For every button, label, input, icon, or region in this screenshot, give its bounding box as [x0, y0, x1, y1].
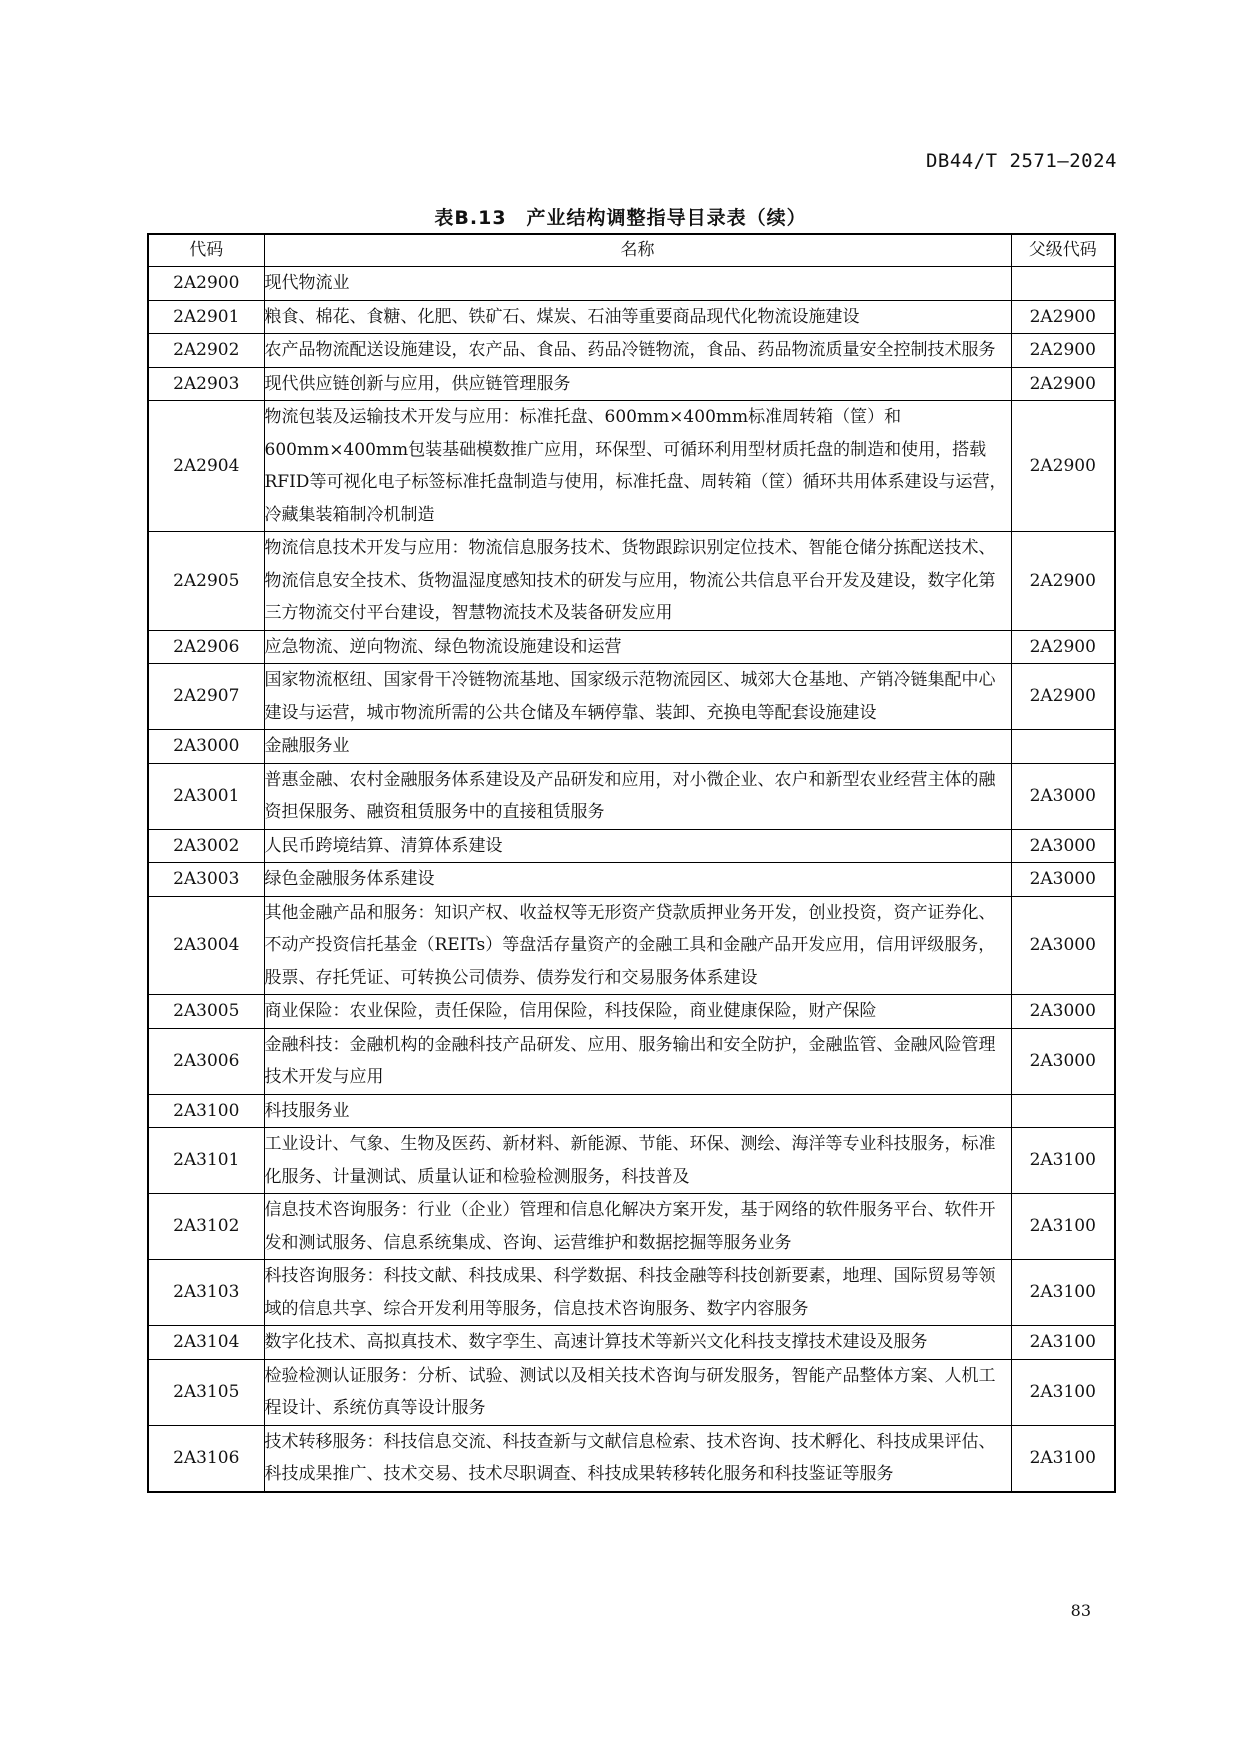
- column-header-code: 代码: [148, 234, 264, 267]
- code-cell: 2A2900: [148, 267, 264, 301]
- parent-code-cell: 2A2900: [1011, 664, 1115, 730]
- name-cell: 信息技术咨询服务：行业（企业）管理和信息化解决方案开发，基于网络的软件服务平台、软件开发和测试服务、信息系统集成、咨询、运营维护和数据挖掘等服务业务: [264, 1194, 1011, 1260]
- code-cell: 2A2902: [148, 334, 264, 368]
- table-row: [148, 401, 1115, 532]
- parent-code-cell: 2A2900: [1011, 532, 1115, 631]
- code-cell: 2A3000: [148, 730, 264, 764]
- table-header-row: [148, 234, 1115, 267]
- parent-code-cell: 2A3100: [1011, 1260, 1115, 1326]
- code-cell: 2A3100: [148, 1094, 264, 1128]
- parent-code-cell: 2A3000: [1011, 763, 1115, 829]
- table-title: 表B.13 产业结构调整指导目录表（续）: [434, 207, 807, 229]
- table-row: [148, 367, 1115, 401]
- name-cell: 物流包装及运输技术开发与应用：标准托盘、600mm×400mm标准周转箱（筐）和600mm×400mm包装基础模数推广应用，环保型、可循环利用型材质托盘的制造和使用，搭载RFID等可视化电子标签标准托盘制造与使用，标准托盘、周转箱（筐）循环共用体系建设与运营，冷藏集装箱制冷机制造: [264, 401, 1011, 532]
- code-cell: 2A2906: [148, 630, 264, 664]
- name-cell: 商业保险：农业保险，责任保险，信用保险，科技保险，商业健康保险，财产保险: [264, 995, 1011, 1029]
- parent-code-cell: 2A3100: [1011, 1128, 1115, 1194]
- name-cell: 农产品物流配送设施建设，农产品、食品、药品冷链物流，食品、药品物流质量安全控制技术服务: [264, 334, 1011, 368]
- parent-code-cell: 2A2900: [1011, 401, 1115, 532]
- page-number: 83: [1070, 1601, 1091, 1620]
- table-row: [148, 267, 1115, 301]
- table-row: [148, 829, 1115, 863]
- column-header-parent-code: 父级代码: [1011, 234, 1115, 267]
- table-row: [148, 1194, 1115, 1260]
- parent-code-cell: [1011, 1094, 1115, 1128]
- parent-code-cell: 2A3000: [1011, 863, 1115, 897]
- parent-code-cell: 2A2900: [1011, 367, 1115, 401]
- name-cell: 绿色金融服务体系建设: [264, 863, 1011, 897]
- document-code: DB44/T 2571—2024: [925, 150, 1117, 172]
- name-cell: 其他金融产品和服务：知识产权、收益权等无形资产贷款质押业务开发，创业投资，资产证券化、不动产投资信托基金（REITs）等盘活存量资产的金融工具和金融产品开发应用，信用评级服务，股票、存托凭证、可转换公司债券、债券发行和交易服务体系建设: [264, 896, 1011, 995]
- name-cell: 金融科技：金融机构的金融科技产品研发、应用、服务输出和安全防护，金融监管、金融风险管理技术开发与应用: [264, 1028, 1011, 1094]
- name-cell: 科技服务业: [264, 1094, 1011, 1128]
- catalog-table: [147, 233, 1116, 1493]
- parent-code-cell: 2A3100: [1011, 1194, 1115, 1260]
- table-row: [148, 334, 1115, 368]
- table-body: [148, 267, 1115, 1492]
- name-cell: 人民币跨境结算、清算体系建设: [264, 829, 1011, 863]
- code-cell: 2A3002: [148, 829, 264, 863]
- code-cell: 2A3106: [148, 1425, 264, 1492]
- table-row: [148, 664, 1115, 730]
- name-cell: 现代物流业: [264, 267, 1011, 301]
- parent-code-cell: 2A3000: [1011, 829, 1115, 863]
- name-cell: 科技咨询服务：科技文献、科技成果、科学数据、科技金融等科技创新要素，地理、国际贸易等领域的信息共享、综合开发利用等服务，信息技术咨询服务、数字内容服务: [264, 1260, 1011, 1326]
- table-row: [148, 995, 1115, 1029]
- code-cell: 2A3001: [148, 763, 264, 829]
- code-cell: 2A3105: [148, 1359, 264, 1425]
- table-row: [148, 630, 1115, 664]
- name-cell: 物流信息技术开发与应用：物流信息服务技术、货物跟踪识别定位技术、智能仓储分拣配送技术、物流信息安全技术、货物温湿度感知技术的研发与应用，物流公共信息平台开发及建设，数字化第三方物流交付平台建设，智慧物流技术及装备研发应用: [264, 532, 1011, 631]
- table-row: [148, 532, 1115, 631]
- code-cell: 2A3104: [148, 1326, 264, 1360]
- name-cell: 普惠金融、农村金融服务体系建设及产品研发和应用，对小微企业、农户和新型农业经营主体的融资担保服务、融资租赁服务中的直接租赁服务: [264, 763, 1011, 829]
- column-header-name: 名称: [264, 234, 1011, 267]
- parent-code-cell: 2A3000: [1011, 1028, 1115, 1094]
- name-cell: 检验检测认证服务：分析、试验、测试以及相关技术咨询与研发服务，智能产品整体方案、人机工程设计、系统仿真等设计服务: [264, 1359, 1011, 1425]
- name-cell: 数字化技术、高拟真技术、数字孪生、高速计算技术等新兴文化科技支撑技术建设及服务: [264, 1326, 1011, 1360]
- name-cell: 现代供应链创新与应用，供应链管理服务: [264, 367, 1011, 401]
- code-cell: 2A2901: [148, 300, 264, 334]
- table-row: [148, 1326, 1115, 1360]
- parent-code-cell: 2A2900: [1011, 300, 1115, 334]
- name-cell: 金融服务业: [264, 730, 1011, 764]
- name-cell: 应急物流、逆向物流、绿色物流设施建设和运营: [264, 630, 1011, 664]
- code-cell: 2A3103: [148, 1260, 264, 1326]
- parent-code-cell: 2A3000: [1011, 896, 1115, 995]
- name-cell: 粮食、棉花、食糖、化肥、铁矿石、煤炭、石油等重要商品现代化物流设施建设: [264, 300, 1011, 334]
- parent-code-cell: 2A2900: [1011, 334, 1115, 368]
- table-row: [148, 896, 1115, 995]
- name-cell: 技术转移服务：科技信息交流、科技查新与文献信息检索、技术咨询、技术孵化、科技成果评估、科技成果推广、技术交易、技术尽职调查、科技成果转移转化服务和科技鉴证等服务: [264, 1425, 1011, 1492]
- code-cell: 2A3006: [148, 1028, 264, 1094]
- parent-code-cell: 2A3000: [1011, 995, 1115, 1029]
- parent-code-cell: 2A3100: [1011, 1359, 1115, 1425]
- code-cell: 2A3004: [148, 896, 264, 995]
- code-cell: 2A3101: [148, 1128, 264, 1194]
- code-cell: 2A3003: [148, 863, 264, 897]
- table-row: [148, 1028, 1115, 1094]
- name-cell: 工业设计、气象、生物及医药、新材料、新能源、节能、环保、测绘、海洋等专业科技服务，标准化服务、计量测试、质量认证和检验检测服务，科技普及: [264, 1128, 1011, 1194]
- table-row: [148, 1359, 1115, 1425]
- table-row: [148, 763, 1115, 829]
- code-cell: 2A3102: [148, 1194, 264, 1260]
- parent-code-cell: 2A3100: [1011, 1425, 1115, 1492]
- table-row: [148, 1425, 1115, 1492]
- code-cell: 2A2907: [148, 664, 264, 730]
- name-cell: 国家物流枢纽、国家骨干冷链物流基地、国家级示范物流园区、城郊大仓基地、产销冷链集配中心建设与运营，城市物流所需的公共仓储及车辆停靠、装卸、充换电等配套设施建设: [264, 664, 1011, 730]
- parent-code-cell: [1011, 730, 1115, 764]
- parent-code-cell: 2A2900: [1011, 630, 1115, 664]
- table-row: [148, 300, 1115, 334]
- table-row: [148, 863, 1115, 897]
- code-cell: 2A2903: [148, 367, 264, 401]
- code-cell: 2A2905: [148, 532, 264, 631]
- code-cell: 2A3005: [148, 995, 264, 1029]
- code-cell: 2A2904: [148, 401, 264, 532]
- table-row: [148, 1260, 1115, 1326]
- table-row: [148, 1128, 1115, 1194]
- table-row: [148, 730, 1115, 764]
- table-row: [148, 1094, 1115, 1128]
- parent-code-cell: 2A3100: [1011, 1326, 1115, 1360]
- parent-code-cell: [1011, 267, 1115, 301]
